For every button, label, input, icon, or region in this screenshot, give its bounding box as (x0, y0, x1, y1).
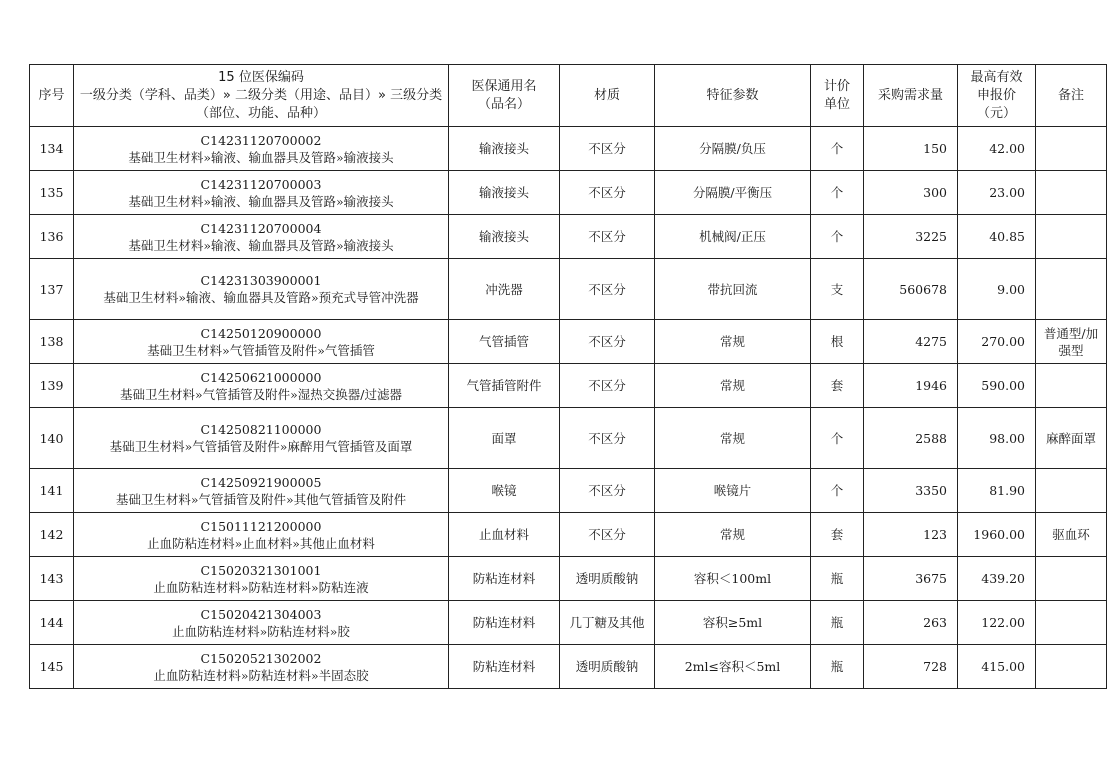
header-price: 最高有效 申报价 （元） (958, 65, 1036, 127)
cell-material: 不区分 (560, 215, 655, 259)
cell-unit: 个 (811, 171, 864, 215)
cell-name: 输液接头 (449, 127, 560, 171)
cell-qty: 3350 (864, 469, 958, 513)
procurement-table (29, 64, 1107, 689)
cell-name: 输液接头 (449, 171, 560, 215)
table-body (30, 127, 1107, 689)
cell-seq: 145 (30, 645, 74, 689)
table-row (30, 127, 1107, 171)
cell-remark: 驱血环 (1036, 513, 1107, 557)
cell-params: 常规 (655, 513, 811, 557)
cell-material: 不区分 (560, 364, 655, 408)
cell-name: 防粘连材料 (449, 557, 560, 601)
cell-code (74, 127, 449, 171)
cell-code (74, 364, 449, 408)
table-row (30, 171, 1107, 215)
cell-code (74, 601, 449, 645)
category-path: 基础卫生材料»气管插管及附件»其他气管插管及附件 (115, 491, 407, 507)
medical-code: C14231303900001 (200, 273, 322, 288)
cell-seq: 141 (30, 469, 74, 513)
header-code: 15 位医保编码 一级分类（学科、品类）» 二级分类（用途、品目）» 三级分类（部位、功能、品种） (74, 65, 449, 127)
cell-unit: 个 (811, 469, 864, 513)
header-params: 特征参数 (655, 65, 811, 127)
medical-code: C15020521302002 (200, 650, 322, 666)
cell-seq: 143 (30, 557, 74, 601)
cell-code (74, 320, 449, 364)
medical-code: C14250821100000 (200, 422, 322, 437)
cell-name: 防粘连材料 (449, 601, 560, 645)
category-path: 基础卫生材料»输液、输血器具及管路»输液接头 (128, 237, 394, 253)
cell-price: 23.00 (958, 171, 1036, 215)
cell-code (74, 513, 449, 557)
cell-params: 喉镜片 (655, 469, 811, 513)
cell-params: 常规 (655, 408, 811, 469)
category-path: 基础卫生材料»输液、输血器具及管路»输液接头 (128, 149, 394, 165)
cell-code (74, 259, 449, 320)
cell-remark (1036, 469, 1107, 513)
cell-unit: 瓶 (811, 645, 864, 689)
cell-price: 270.00 (958, 320, 1036, 364)
cell-params: 机械阀/正压 (655, 215, 811, 259)
cell-remark: 普通型/加强型 (1036, 320, 1107, 364)
cell-remark (1036, 215, 1107, 259)
header-material: 材质 (560, 65, 655, 127)
cell-price: 40.85 (958, 215, 1036, 259)
cell-code (74, 215, 449, 259)
cell-material: 不区分 (560, 513, 655, 557)
category-path: 基础卫生材料»输液、输血器具及管路»输液接头 (128, 193, 394, 209)
cell-remark (1036, 127, 1107, 171)
cell-material: 几丁糖及其他 (560, 601, 655, 645)
cell-material: 不区分 (560, 320, 655, 364)
cell-name: 面罩 (449, 408, 560, 469)
header-unit: 计价 单位 (811, 65, 864, 127)
cell-seq: 134 (30, 127, 74, 171)
cell-qty: 728 (864, 645, 958, 689)
price-table-sheet (29, 64, 1107, 689)
cell-price: 98.00 (958, 408, 1036, 469)
medical-code: C14250921900005 (200, 474, 322, 490)
cell-name: 气管插管附件 (449, 364, 560, 408)
cell-qty: 263 (864, 601, 958, 645)
category-path: 基础卫生材料»气管插管及附件»湿热交换器/过滤器 (119, 386, 402, 402)
cell-params: 2ml≤容积＜5ml (655, 645, 811, 689)
medical-code: C14250621000000 (200, 369, 322, 385)
category-path: 基础卫生材料»气管插管及附件»气管插管 (147, 342, 375, 358)
header-name: 医保通用名 （品名） (449, 65, 560, 127)
cell-price: 42.00 (958, 127, 1036, 171)
cell-params: 容积＜100ml (655, 557, 811, 601)
cell-qty: 1946 (864, 364, 958, 408)
cell-code (74, 171, 449, 215)
cell-qty: 123 (864, 513, 958, 557)
medical-code: C15011121200000 (200, 518, 322, 534)
cell-name: 冲洗器 (449, 259, 560, 320)
table-row (30, 364, 1107, 408)
table-row (30, 469, 1107, 513)
category-path: 止血防粘连材料»防粘连材料»半固态胶 (153, 667, 369, 683)
table-row (30, 408, 1107, 469)
cell-seq: 138 (30, 320, 74, 364)
cell-unit: 个 (811, 215, 864, 259)
table-row (30, 645, 1107, 689)
cell-unit: 个 (811, 408, 864, 469)
cell-name: 止血材料 (449, 513, 560, 557)
cell-seq: 142 (30, 513, 74, 557)
cell-seq: 144 (30, 601, 74, 645)
medical-code: C15020321301001 (200, 562, 322, 578)
cell-qty: 300 (864, 171, 958, 215)
cell-params: 常规 (655, 364, 811, 408)
cell-unit: 根 (811, 320, 864, 364)
cell-seq: 136 (30, 215, 74, 259)
cell-code (74, 645, 449, 689)
table-row (30, 259, 1107, 320)
cell-params: 分隔膜/负压 (655, 127, 811, 171)
cell-params: 分隔膜/平衡压 (655, 171, 811, 215)
table-row (30, 513, 1107, 557)
cell-name: 防粘连材料 (449, 645, 560, 689)
cell-price: 122.00 (958, 601, 1036, 645)
cell-price: 1960.00 (958, 513, 1036, 557)
cell-unit: 支 (811, 259, 864, 320)
header-seq: 序号 (30, 65, 74, 127)
cell-remark (1036, 171, 1107, 215)
cell-qty: 150 (864, 127, 958, 171)
cell-seq: 140 (30, 408, 74, 469)
cell-params: 容积≥5ml (655, 601, 811, 645)
medical-code: C14250120900000 (200, 325, 322, 341)
cell-qty: 4275 (864, 320, 958, 364)
cell-remark (1036, 364, 1107, 408)
category-path: 止血防粘连材料»防粘连材料»胶 (172, 623, 350, 639)
cell-code (74, 469, 449, 513)
cell-price: 439.20 (958, 557, 1036, 601)
cell-params: 带抗回流 (655, 259, 811, 320)
medical-code: C15020421304003 (200, 606, 322, 622)
medical-code: C14231120700004 (200, 220, 322, 236)
header-qty: 采购需求量 (864, 65, 958, 127)
cell-unit: 套 (811, 513, 864, 557)
cell-material: 透明质酸钠 (560, 557, 655, 601)
cell-remark (1036, 601, 1107, 645)
cell-params: 常规 (655, 320, 811, 364)
cell-material: 透明质酸钠 (560, 645, 655, 689)
category-path: 止血防粘连材料»止血材料»其他止血材料 (147, 535, 375, 551)
cell-price: 590.00 (958, 364, 1036, 408)
cell-seq: 137 (30, 259, 74, 320)
cell-unit: 瓶 (811, 601, 864, 645)
cell-code (74, 408, 449, 469)
header-row (30, 65, 1107, 127)
table-row (30, 601, 1107, 645)
cell-material: 不区分 (560, 127, 655, 171)
category-path: 止血防粘连材料»防粘连材料»防粘连液 (153, 579, 369, 595)
cell-remark (1036, 645, 1107, 689)
cell-remark (1036, 259, 1107, 320)
cell-seq: 139 (30, 364, 74, 408)
cell-code (74, 557, 449, 601)
cell-remark (1036, 557, 1107, 601)
cell-qty: 3675 (864, 557, 958, 601)
category-path: 基础卫生材料»气管插管及附件»麻醉用气管插管及面罩 (109, 439, 413, 454)
cell-unit: 瓶 (811, 557, 864, 601)
cell-material: 不区分 (560, 259, 655, 320)
cell-unit: 套 (811, 364, 864, 408)
medical-code: C14231120700002 (200, 132, 322, 148)
cell-qty: 560678 (864, 259, 958, 320)
cell-material: 不区分 (560, 171, 655, 215)
cell-seq: 135 (30, 171, 74, 215)
cell-price: 9.00 (958, 259, 1036, 320)
cell-qty: 2588 (864, 408, 958, 469)
medical-code: C14231120700003 (200, 176, 322, 192)
cell-unit: 个 (811, 127, 864, 171)
header-remark: 备注 (1036, 65, 1107, 127)
cell-name: 喉镜 (449, 469, 560, 513)
table-row (30, 320, 1107, 364)
table-row (30, 215, 1107, 259)
cell-material: 不区分 (560, 408, 655, 469)
category-path: 基础卫生材料»输液、输血器具及管路»预充式导管冲洗器 (103, 290, 419, 305)
cell-remark: 麻醉面罩 (1036, 408, 1107, 469)
cell-price: 81.90 (958, 469, 1036, 513)
cell-qty: 3225 (864, 215, 958, 259)
table-row (30, 557, 1107, 601)
cell-name: 气管插管 (449, 320, 560, 364)
cell-name: 输液接头 (449, 215, 560, 259)
cell-price: 415.00 (958, 645, 1036, 689)
cell-material: 不区分 (560, 469, 655, 513)
